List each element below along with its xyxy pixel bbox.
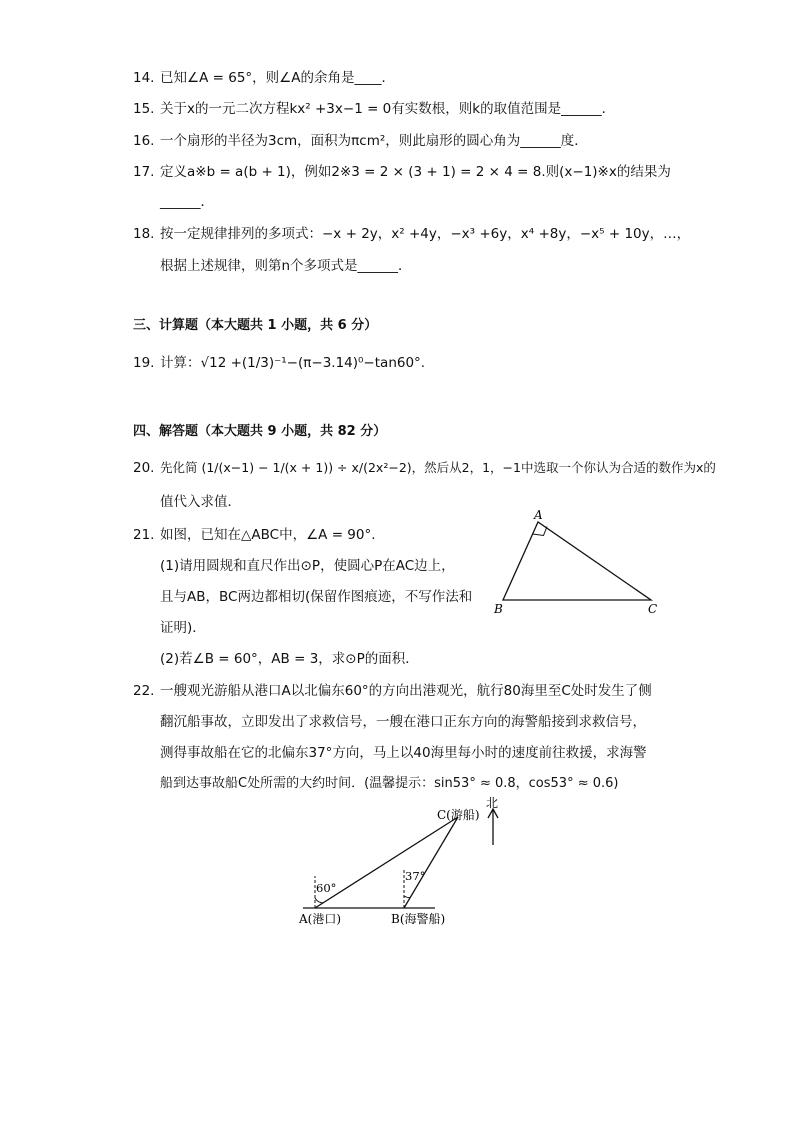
q17-line1: 定义a※b = a(b + 1)，例如2※3 = 2 × (3 + 1) = 2 × 4 = 8.则(x−1)※x的结果为 [160, 164, 671, 180]
q22-number: 22. [133, 683, 155, 699]
q21-line1: 如图，已知在△ABC中，∠A = 90°. [160, 527, 376, 543]
q15-number: 15. [133, 101, 155, 117]
point-c-label: C(游船) [437, 808, 480, 822]
section-3-heading: 三、计算题（本大题共 1 小题，共 6 分） [133, 318, 378, 333]
q21-number: 21. [133, 527, 155, 543]
vertex-b-label: B [494, 602, 503, 616]
rescue-diagram [285, 790, 525, 935]
vertex-c-label: C [648, 602, 658, 616]
north-label: 北 [486, 796, 499, 810]
q15-text: 关于x的一元二次方程kx² +3x−1 = 0有实数根，则k的取值范围是______． [160, 101, 616, 117]
q18-line2: 根据上述规律，则第n个多项式是______． [160, 258, 412, 274]
q16-text: 一个扇形的半径为3cm，面积为πcm²，则此扇形的圆心角为______度． [160, 133, 588, 149]
q22-line1: 一艘观光游船从港口A以北偏东60°的方向出港观光，航行80海里至C处时发生了侧 [160, 683, 652, 699]
vertex-a-label: A [534, 510, 543, 522]
q18-line1: 按一定规律排列的多项式：−x + 2y，x² +4y，−x³ +6y，x⁴ +8y，−x⁵ + 10y，…， [160, 226, 691, 242]
section-4-heading: 四、解答题（本大题共 9 小题，共 82 分） [133, 424, 387, 439]
segment-ac [315, 817, 458, 908]
angle-arc-a [315, 898, 324, 903]
q16-number: 16. [133, 133, 155, 149]
q17-number: 17. [133, 164, 155, 180]
q18-number: 18. [133, 226, 155, 242]
angle-arc-b [404, 896, 410, 898]
q14-text: 已知∠A = 65°，则∠A的余角是____． [160, 70, 395, 86]
q14-number: 14. [133, 70, 155, 86]
q21-line5: (2)若∠B = 60°，AB = 3，求⊙P的面积． [160, 651, 419, 667]
q20-number: 20. [133, 460, 155, 476]
q19-text: 计算：√12 +(1/3)⁻¹−(π−3.14)⁰−tan60°. [160, 355, 426, 371]
q22-line3: 测得事故船在它的北偏东37°方向，马上以40海里每小时的速度前往救援，求海警 [160, 745, 647, 761]
q22-line4: 船到达事故船C处所需的大约时间．(温馨提示：sin53° ≈ 0.8，cos53° ≈ 0.6) [160, 776, 619, 791]
q17-line2: ______． [160, 194, 214, 210]
q22-line2: 翻沉船事故，立即发出了求救信号，一艘在港口正东方向的海警船接到求救信号， [160, 714, 646, 730]
q21-line2: (1)请用圆规和直尺作出⊙P，使圆心P在AC边上， [160, 558, 455, 574]
angle-37-label: 37° [405, 869, 426, 883]
point-a-label: A(港口) [299, 912, 342, 926]
q21-line4: 证明)． [160, 620, 206, 636]
triangle-abc [503, 522, 651, 600]
angle-60-label: 60° [316, 881, 337, 895]
triangle-abc-figure [488, 510, 668, 620]
q20-line2: 值代入求值． [160, 494, 241, 510]
q21-line3: 且与AB，BC两边都相切(保留作图痕迹，不写作法和 [160, 589, 473, 605]
q19-number: 19. [133, 355, 155, 371]
point-b-label: B(海警船) [391, 912, 446, 926]
segment-bc [404, 817, 458, 908]
q20-line1: 先化简 (1/(x−1) − 1/(x + 1)) ÷ x/(2x²−2)，然后从2，1，−1中选取一个你认为合适的数作为x的 [160, 460, 716, 475]
